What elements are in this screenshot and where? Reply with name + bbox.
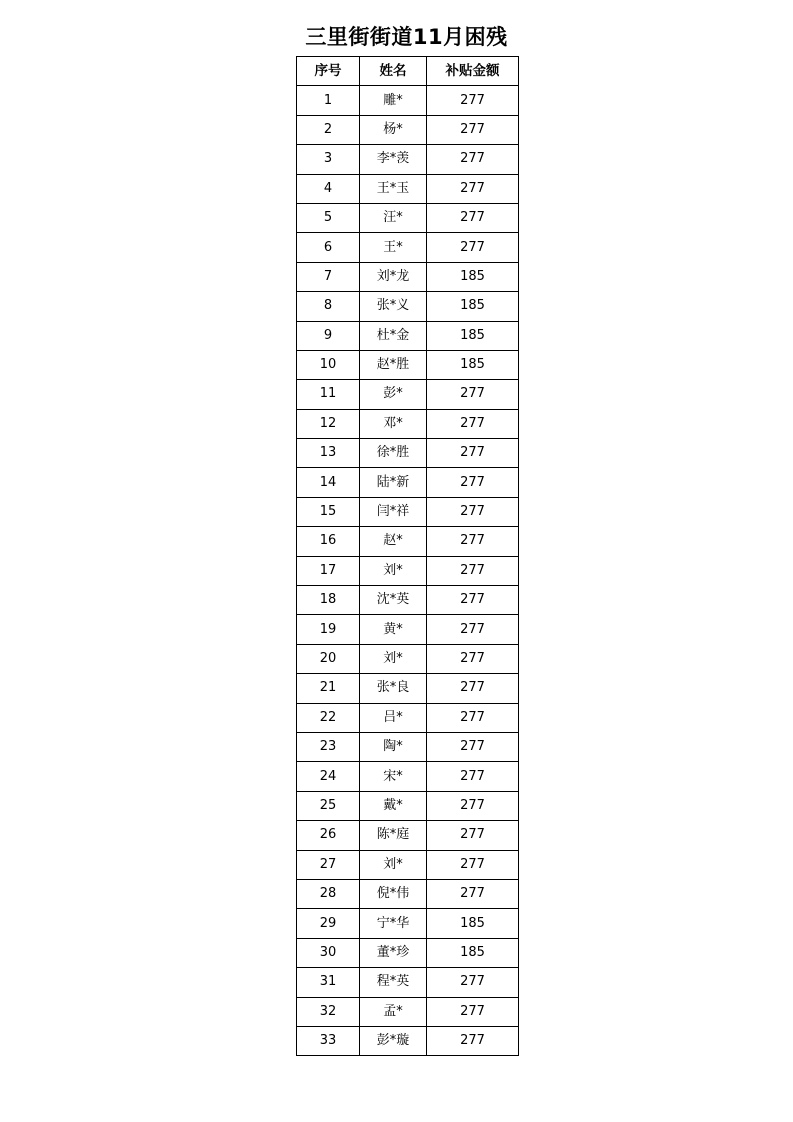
cell-serial-number: 20 [297,644,360,673]
cell-name: 邓* [360,409,427,438]
cell-name: 沈*英 [360,586,427,615]
cell-name: 刘* [360,556,427,585]
cell-subsidy-amount: 277 [427,233,519,262]
cell-serial-number: 25 [297,791,360,820]
table-row [297,762,519,791]
cell-subsidy-amount: 277 [427,997,519,1026]
cell-name: 彭* [360,380,427,409]
cell-name: 赵* [360,527,427,556]
cell-subsidy-amount: 277 [427,409,519,438]
table-row [297,527,519,556]
cell-serial-number: 29 [297,909,360,938]
cell-subsidy-amount: 277 [427,497,519,526]
table-row [297,350,519,379]
cell-serial-number: 2 [297,115,360,144]
table-header-row [297,57,519,86]
cell-serial-number: 15 [297,497,360,526]
cell-serial-number: 23 [297,732,360,761]
cell-name: 刘* [360,644,427,673]
cell-serial-number: 27 [297,850,360,879]
cell-serial-number: 12 [297,409,360,438]
table-row [297,821,519,850]
table-row [297,233,519,262]
table-row [297,997,519,1026]
cell-name: 刘*龙 [360,262,427,291]
table-row [297,409,519,438]
cell-name: 陈*庭 [360,821,427,850]
cell-serial-number: 5 [297,203,360,232]
cell-serial-number: 3 [297,145,360,174]
cell-serial-number: 30 [297,938,360,967]
cell-name: 张*义 [360,292,427,321]
cell-subsidy-amount: 277 [427,821,519,850]
cell-serial-number: 16 [297,527,360,556]
cell-name: 彭*璇 [360,1026,427,1055]
cell-serial-number: 14 [297,468,360,497]
cell-subsidy-amount: 277 [427,115,519,144]
cell-subsidy-amount: 277 [427,791,519,820]
cell-subsidy-amount: 277 [427,174,519,203]
subsidy-table [296,56,519,1056]
cell-subsidy-amount: 277 [427,674,519,703]
cell-subsidy-amount: 277 [427,380,519,409]
cell-subsidy-amount: 277 [427,732,519,761]
table-row [297,86,519,115]
cell-subsidy-amount: 185 [427,321,519,350]
cell-serial-number: 24 [297,762,360,791]
table-row [297,468,519,497]
cell-subsidy-amount: 277 [427,644,519,673]
cell-serial-number: 11 [297,380,360,409]
cell-serial-number: 4 [297,174,360,203]
table-row [297,380,519,409]
cell-subsidy-amount: 185 [427,938,519,967]
table-row [297,968,519,997]
header-subsidy-amount: 补贴金额 [427,57,519,86]
table-row [297,909,519,938]
table-row [297,674,519,703]
cell-name: 董*珍 [360,938,427,967]
table-row [297,586,519,615]
cell-name: 雕* [360,86,427,115]
table-row [297,703,519,732]
cell-subsidy-amount: 277 [427,527,519,556]
cell-serial-number: 21 [297,674,360,703]
header-serial-number: 序号 [297,57,360,86]
table-row [297,644,519,673]
cell-serial-number: 13 [297,439,360,468]
cell-serial-number: 6 [297,233,360,262]
cell-subsidy-amount: 277 [427,556,519,585]
cell-subsidy-amount: 185 [427,350,519,379]
cell-serial-number: 31 [297,968,360,997]
cell-name: 宁*华 [360,909,427,938]
table-body [297,86,519,1056]
table-row [297,321,519,350]
cell-name: 汪* [360,203,427,232]
table-row [297,850,519,879]
cell-serial-number: 18 [297,586,360,615]
table-row [297,938,519,967]
cell-subsidy-amount: 277 [427,86,519,115]
table-row [297,556,519,585]
cell-serial-number: 7 [297,262,360,291]
table-row [297,262,519,291]
cell-name: 陆*新 [360,468,427,497]
cell-serial-number: 1 [297,86,360,115]
cell-subsidy-amount: 185 [427,262,519,291]
cell-subsidy-amount: 277 [427,968,519,997]
table-row [297,879,519,908]
cell-subsidy-amount: 277 [427,762,519,791]
cell-subsidy-amount: 277 [427,703,519,732]
table-row [297,145,519,174]
cell-name: 程*英 [360,968,427,997]
cell-serial-number: 33 [297,1026,360,1055]
cell-name: 吕* [360,703,427,732]
cell-serial-number: 17 [297,556,360,585]
header-name: 姓名 [360,57,427,86]
cell-name: 陶* [360,732,427,761]
cell-serial-number: 26 [297,821,360,850]
cell-serial-number: 8 [297,292,360,321]
cell-subsidy-amount: 277 [427,145,519,174]
cell-serial-number: 22 [297,703,360,732]
cell-name: 闫*祥 [360,497,427,526]
cell-serial-number: 28 [297,879,360,908]
cell-subsidy-amount: 277 [427,879,519,908]
table-row [297,203,519,232]
cell-serial-number: 10 [297,350,360,379]
cell-subsidy-amount: 185 [427,292,519,321]
cell-serial-number: 19 [297,615,360,644]
table-row [297,439,519,468]
cell-name: 宋* [360,762,427,791]
cell-subsidy-amount: 277 [427,850,519,879]
cell-subsidy-amount: 277 [427,615,519,644]
cell-name: 刘* [360,850,427,879]
cell-subsidy-amount: 277 [427,468,519,497]
table-row [297,791,519,820]
cell-name: 戴* [360,791,427,820]
cell-name: 张*良 [360,674,427,703]
cell-subsidy-amount: 277 [427,439,519,468]
table-row [297,115,519,144]
cell-subsidy-amount: 277 [427,1026,519,1055]
cell-subsidy-amount: 277 [427,203,519,232]
cell-name: 王*玉 [360,174,427,203]
cell-name: 王* [360,233,427,262]
table-row [297,615,519,644]
cell-subsidy-amount: 185 [427,909,519,938]
cell-serial-number: 9 [297,321,360,350]
document-title: 三里街街道11月困残 [305,25,508,49]
cell-subsidy-amount: 277 [427,586,519,615]
cell-name: 赵*胜 [360,350,427,379]
cell-name: 李*羡 [360,145,427,174]
table-row [297,1026,519,1055]
cell-name: 杨* [360,115,427,144]
table-row [297,174,519,203]
table-row [297,497,519,526]
cell-serial-number: 32 [297,997,360,1026]
cell-name: 孟* [360,997,427,1026]
cell-name: 倪*伟 [360,879,427,908]
cell-name: 黄* [360,615,427,644]
table-row [297,732,519,761]
cell-name: 杜*金 [360,321,427,350]
cell-name: 徐*胜 [360,439,427,468]
table-row [297,292,519,321]
